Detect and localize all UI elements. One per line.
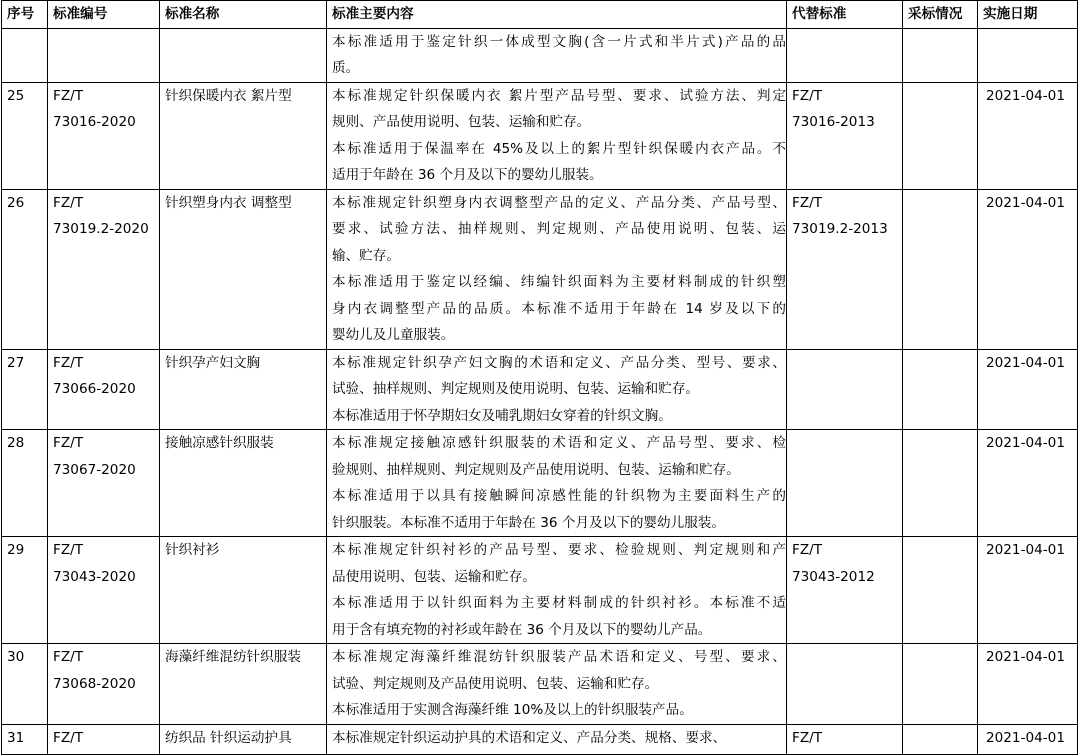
- cell-no[interactable]: [2, 189, 48, 349]
- cell-name-line: 针织塑身内衣 调整型: [165, 194, 292, 211]
- cell-name[interactable]: [160, 189, 327, 349]
- cell-name[interactable]: [160, 430, 327, 537]
- cell-content-line: 本标准适用于以具有接触瞬间凉感性能的针织物为主要面料生产的: [332, 488, 786, 504]
- cell-replaces[interactable]: [787, 724, 903, 754]
- cell-no-line: 27: [7, 354, 25, 371]
- cell-no[interactable]: [2, 430, 48, 537]
- cell-date[interactable]: 2021-04-01: [978, 724, 1078, 754]
- cell-code[interactable]: [48, 189, 160, 349]
- cell-no-line: 28: [7, 435, 25, 451]
- cell-code-line: FZ/T: [53, 649, 84, 665]
- cell-adoption[interactable]: [903, 537, 978, 644]
- cell-code-line: 73067-2020: [53, 461, 136, 478]
- cell-no-line: 26: [7, 194, 25, 211]
- cell-no[interactable]: [2, 28, 48, 82]
- cell-no-line: 30: [7, 649, 25, 665]
- cell-content[interactable]: [327, 724, 787, 754]
- cell-name-line: 海藻纤维混纺针织服装: [165, 649, 301, 665]
- cell-replaces[interactable]: [787, 537, 903, 644]
- cell-code[interactable]: [48, 349, 160, 430]
- table-row: [2, 189, 1078, 349]
- cell-content-line: 用于含有填充物的衬衫或年龄在 36 个月及以下的婴幼儿产品。: [332, 621, 712, 638]
- cell-content[interactable]: [327, 644, 787, 725]
- cell-content[interactable]: [327, 349, 787, 430]
- cell-date[interactable]: [978, 28, 1078, 82]
- cell-no[interactable]: [2, 537, 48, 644]
- cell-name[interactable]: [160, 349, 327, 430]
- cell-content-line: 品使用说明、包装、运输和贮存。: [332, 568, 536, 585]
- cell-replaces[interactable]: [787, 82, 903, 189]
- cell-name[interactable]: [160, 644, 327, 725]
- cell-name-line: 针织保暖内衣 絮片型: [165, 87, 292, 104]
- cell-replaces-line: 73043-2012: [792, 568, 875, 585]
- table-row: [2, 349, 1078, 430]
- cell-content-line: 规则、产品使用说明、包装、运输和贮存。: [332, 114, 591, 130]
- header-cell-content[interactable]: 标准主要内容: [327, 1, 787, 29]
- cell-content-line: 本标准适用于实测含海藻纤维 10%及以上的针织服装产品。: [332, 702, 693, 718]
- table-row: [2, 82, 1078, 189]
- cell-content-line: 本标准适用于以针织面料为主要材料制成的针织衬衫。本标准不适: [332, 595, 786, 611]
- cell-no[interactable]: [2, 644, 48, 725]
- cell-content-line: 输、贮存。: [332, 247, 400, 264]
- cell-content[interactable]: [327, 189, 787, 349]
- cell-code-line: 73068-2020: [53, 675, 136, 692]
- cell-name[interactable]: [160, 28, 327, 82]
- table-row: [2, 537, 1078, 644]
- cell-content-line: 质。: [332, 60, 360, 76]
- cell-replaces-line: 73019.2-2013: [792, 221, 888, 237]
- header-cell-adoption[interactable]: 采标情况: [903, 1, 978, 29]
- cell-content-line: 婴幼儿及儿童服装。: [332, 327, 455, 343]
- cell-content-line: 本标准适用于鉴定以经编、纬编针织面料为主要材料制成的针织塑: [332, 274, 786, 290]
- cell-name-line: 纺织品 针织运动护具: [165, 729, 292, 746]
- cell-no-line: 31: [7, 729, 25, 746]
- table-row: [2, 644, 1078, 725]
- standards-table: [1, 0, 1078, 755]
- cell-replaces-line: FZ/T: [792, 194, 823, 211]
- cell-content-line: 本标准规定接触凉感针织服装的术语和定义、产品号型、要求、检: [332, 435, 786, 451]
- cell-code-line: FZ/T: [53, 354, 84, 371]
- cell-content-line: 本标准规定针织衬衫的产品号型、要求、检验规则、判定规则和产: [332, 542, 786, 558]
- cell-replaces-line: 73016-2013: [792, 114, 875, 130]
- cell-content-line: 本标准规定针织保暖内衣 絮片型产品号型、要求、试验方法、判定: [332, 87, 786, 104]
- header-row: [2, 1, 1078, 29]
- cell-content-line: 本标准规定针织塑身内衣调整型产品的定义、产品分类、产品号型、: [332, 194, 786, 211]
- cell-no-line: 29: [7, 542, 25, 558]
- cell-code-line: 73016-2020: [53, 114, 136, 130]
- cell-code[interactable]: [48, 28, 160, 82]
- cell-replaces[interactable]: [787, 189, 903, 349]
- cell-code-line: FZ/T: [53, 729, 84, 746]
- cell-content-line: 本标准规定海藻纤维混纺针织服装产品术语和定义、号型、要求、: [332, 649, 786, 665]
- table-row: [2, 724, 1078, 754]
- header-cell-code[interactable]: 标准编号: [48, 1, 160, 29]
- cell-date[interactable]: 2021-04-01: [978, 349, 1078, 430]
- cell-date[interactable]: 2021-04-01: [978, 82, 1078, 189]
- cell-name-line: 针织孕产妇文胸: [165, 354, 261, 371]
- cell-code[interactable]: [48, 537, 160, 644]
- table-body: [2, 28, 1078, 754]
- cell-content[interactable]: [327, 82, 787, 189]
- header-cell-name[interactable]: 标准名称: [160, 1, 327, 29]
- cell-content-line: 身内衣调整型产品的品质。本标准不适用于年龄在 14 岁及以下的: [332, 300, 786, 317]
- table-row: [2, 430, 1078, 537]
- cell-code[interactable]: [48, 82, 160, 189]
- cell-no[interactable]: [2, 724, 48, 754]
- cell-date[interactable]: 2021-04-01: [978, 430, 1078, 537]
- cell-content-line: 本标准规定针织运动护具的术语和定义、产品分类、规格、要求、: [332, 729, 727, 746]
- cell-content-line: 本标准适用于鉴定针织一体成型文胸(含一片式和半片式)产品的品: [332, 33, 786, 50]
- cell-date[interactable]: 2021-04-01: [978, 644, 1078, 725]
- cell-code-line: FZ/T: [53, 435, 84, 451]
- cell-adoption[interactable]: [903, 349, 978, 430]
- cell-content-line: 本标准适用于保温率在 45%及以上的絮片型针织保暖内衣产品。不: [332, 140, 786, 157]
- cell-code-line: FZ/T: [53, 194, 84, 211]
- cell-adoption[interactable]: [903, 724, 978, 754]
- cell-code[interactable]: [48, 430, 160, 537]
- cell-content-line: 本标准适用于怀孕期妇女及哺乳期妇女穿着的针织文胸。: [332, 407, 672, 424]
- cell-adoption[interactable]: [903, 28, 978, 82]
- cell-code-line: 73043-2020: [53, 568, 136, 585]
- cell-name-line: 针织衬衫: [165, 542, 220, 558]
- cell-replaces-line: FZ/T: [792, 87, 823, 104]
- cell-content-line: 适用于年龄在 36 个月及以下的婴幼儿服装。: [332, 167, 603, 183]
- cell-date[interactable]: 2021-04-01: [978, 189, 1078, 349]
- header-cell-no[interactable]: 序号: [2, 1, 48, 29]
- cell-code-line: 73066-2020: [53, 381, 136, 397]
- header-cell-replaces[interactable]: 代替标准: [787, 1, 903, 29]
- cell-adoption[interactable]: [903, 189, 978, 349]
- cell-replaces[interactable]: [787, 28, 903, 82]
- cell-code[interactable]: [48, 644, 160, 725]
- cell-content-line: 要求、试验方法、抽样规则、判定规则、产品使用说明、包装、运: [332, 221, 786, 237]
- cell-replaces[interactable]: [787, 349, 903, 430]
- cell-name[interactable]: [160, 82, 327, 189]
- header-cell-date[interactable]: 实施日期: [978, 1, 1078, 29]
- cell-no[interactable]: [2, 349, 48, 430]
- cell-code-line: FZ/T: [53, 87, 84, 104]
- cell-content-line: 验规则、抽样规则、判定规则及产品使用说明、包装、运输和贮存。: [332, 461, 740, 478]
- cell-adoption[interactable]: [903, 644, 978, 725]
- cell-name[interactable]: [160, 537, 327, 644]
- cell-no[interactable]: [2, 82, 48, 189]
- cell-adoption[interactable]: [903, 430, 978, 537]
- cell-name[interactable]: [160, 724, 327, 754]
- cell-content-line: 针织服装。本标准不适用于年龄在 36 个月及以下的婴幼儿服装。: [332, 514, 725, 531]
- cell-adoption[interactable]: [903, 82, 978, 189]
- cell-content[interactable]: [327, 430, 787, 537]
- cell-content[interactable]: [327, 28, 787, 82]
- cell-date[interactable]: 2021-04-01: [978, 537, 1078, 644]
- cell-code[interactable]: [48, 724, 160, 754]
- cell-no-line: 25: [7, 87, 25, 104]
- cell-replaces[interactable]: [787, 644, 903, 725]
- cell-replaces-line: FZ/T: [792, 729, 823, 746]
- table-row: [2, 28, 1078, 82]
- cell-name-line: 接触凉感针织服装: [165, 435, 274, 451]
- cell-code-line: 73019.2-2020: [53, 221, 149, 237]
- cell-replaces-line: FZ/T: [792, 542, 823, 558]
- standards-sheet: [1, 0, 1078, 755]
- cell-content-line: 本标准规定针织孕产妇文胸的术语和定义、产品分类、型号、要求、: [332, 354, 786, 371]
- cell-content-line: 试验、抽样规则、判定规则及使用说明、包装、运输和贮存。: [332, 381, 700, 397]
- cell-replaces[interactable]: [787, 430, 903, 537]
- cell-code-line: FZ/T: [53, 542, 84, 558]
- cell-content-line: 试验、判定规则及产品使用说明、包装、运输和贮存。: [332, 675, 659, 692]
- cell-content[interactable]: [327, 537, 787, 644]
